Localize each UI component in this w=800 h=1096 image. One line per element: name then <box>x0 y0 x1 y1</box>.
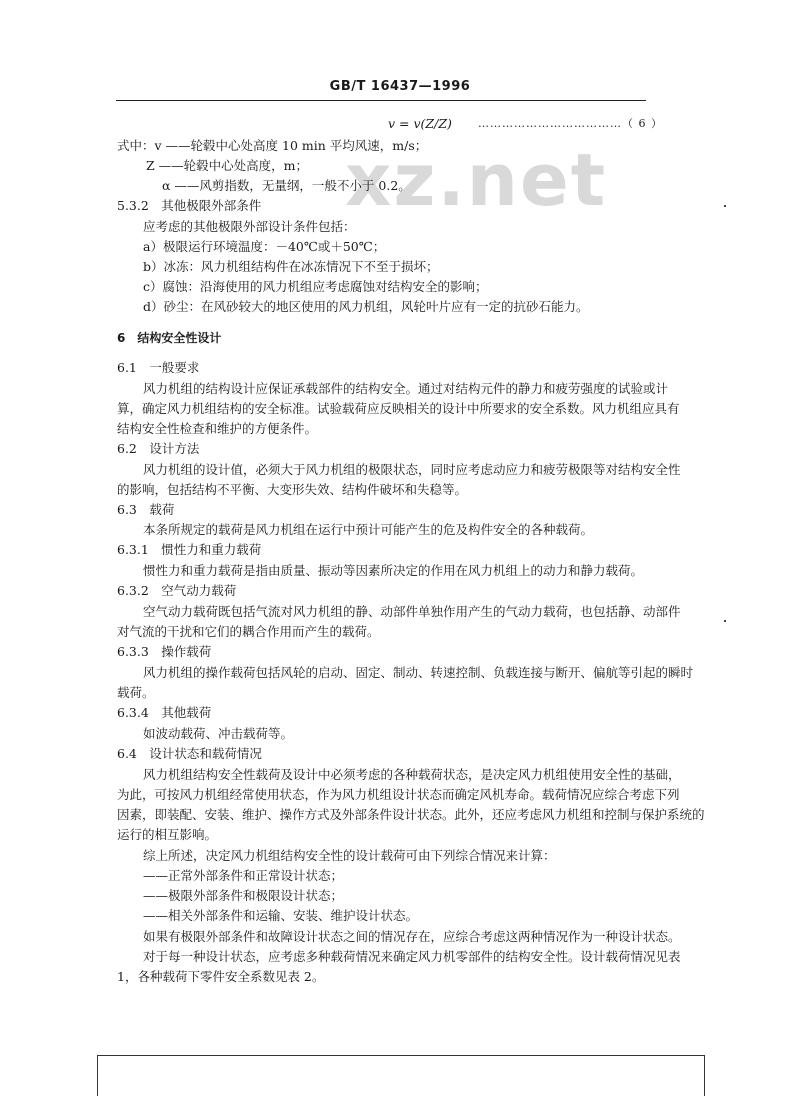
text-line: 如波动载荷、冲击载荷等。 <box>143 726 294 741</box>
text-line: ——正常外部条件和正常设计状态； <box>143 868 344 883</box>
text-line: 对气流的干扰和它们的耦合作用而产生的载荷。 <box>117 624 380 639</box>
scan-speck <box>724 620 726 622</box>
text-line: 风力机组的结构设计应保证承载部件的结构安全。通过对结构元件的静力和疲劳强度的试验或计 <box>143 381 669 396</box>
text-line: 算，确定风力机组结构的安全标准。试验载荷应反映相关的设计中所要求的安全系数。风力机组应具有 <box>117 401 680 416</box>
text-line: 6.2 设计方法 <box>117 441 200 456</box>
text-line: a）极限运行环境温度：－40℃或＋50℃； <box>143 239 386 254</box>
text-line: ——极限外部条件和极限设计状态； <box>143 888 344 903</box>
text-line: 本条所规定的载荷是风力机组在运行中预计可能产生的危及构件安全的各种载荷。 <box>143 522 594 537</box>
text-line: 6.3 载荷 <box>117 502 175 517</box>
text-line: 1，各种载荷下零件安全系数见表 2。 <box>117 969 325 984</box>
text-line: 6.3.1 惯性力和重力载荷 <box>117 542 262 557</box>
text-line: 风力机组结构安全性载荷及设计中必须考虑的各种载荷状态，是决定风力机组使用安全性的基础， <box>143 767 681 782</box>
formula-number: ………………………………（ 6 ） <box>478 117 663 130</box>
text-line: 因素，即装配、安装、维护、操作方式及外部条件设计状态。此外，还应考虑风力机组和控制与保护系统的 <box>117 807 705 822</box>
text-line: α ——风剪指数，无量纲，一般不小于 0.2。 <box>162 178 411 193</box>
text-line: 风力机组的操作载荷包括风轮的启动、固定、制动、转速控制、负载连接与断开、偏航等引起的瞬时 <box>143 665 694 680</box>
text-line: 6.3.2 空气动力载荷 <box>117 583 237 598</box>
text-line: 为此，可按风力机组经常使用状态，作为风力机组设计状态而确定风机寿命。载荷情况应综合考虑下列 <box>117 787 680 802</box>
text-line: 如果有极限外部条件和故障设计状态之间的情况存在，应综合考虑这两种情况作为一种设计状态。 <box>143 929 681 944</box>
section-heading: 6 结构安全性设计 <box>117 331 222 345</box>
watermark: xz.net <box>345 138 608 222</box>
text-line: 6.4 设计状态和载荷情况 <box>117 746 262 761</box>
bottom-frame <box>97 1055 705 1096</box>
text-line: 空气动力载荷既包括气流对风力机组的静、动部件单独作用产生的气动力载荷，也包括静、动部件 <box>143 604 681 619</box>
text-line: 载荷。 <box>117 685 155 700</box>
text-line: b）冰冻：风力机组结构件在冰冻情况下不至于损坏； <box>143 259 439 274</box>
text-line: 6.3.3 操作载荷 <box>117 644 212 659</box>
header-divider <box>116 100 646 101</box>
text-line: Z ——轮毂中心处高度，m； <box>146 158 309 173</box>
text-line: d）砂尘：在风砂较大的地区使用的风力机组，风轮叶片应有一定的抗砂石能力。 <box>143 299 589 314</box>
text-line: 式中：v ——轮毂中心处高度 10 min 平均风速，m/s； <box>117 138 428 153</box>
standard-code: GB/T 16437—1996 <box>329 79 471 94</box>
text-line: ——相关外部条件和运输、安装、维护设计状态。 <box>143 908 419 923</box>
scan-speck <box>724 205 726 207</box>
text-line: 5.3.2 其他极限外部条件 <box>117 198 262 213</box>
text-line: 结构安全性检查和维护的方便条件。 <box>117 421 318 436</box>
text-line: 6.1 一般要求 <box>117 360 200 375</box>
text-line: 的影响，包括结构不平衡、大变形失效、结构件破坏和失稳等。 <box>117 482 468 497</box>
formula-expression: v = v(Z/Z) <box>388 116 452 131</box>
text-line: 综上所述，决定风力机组结构安全性的设计载荷可由下列综合情况来计算： <box>143 848 556 863</box>
text-line: 运行的相互影响。 <box>117 827 218 842</box>
text-line: 风力机组的设计值，必须大于风力机组的极限状态，同时应考虑动应力和疲劳极限等对结构安全性 <box>143 462 681 477</box>
text-line: c）腐蚀：沿海使用的风力机组应考虑腐蚀对结构安全的影响； <box>143 279 488 294</box>
text-line: 惯性力和重力载荷是指由质量、振动等因素所决定的作用在风力机组上的动力和静力载荷。 <box>143 563 644 578</box>
text-line: 6.3.4 其他载荷 <box>117 705 212 720</box>
text-line: 应考虑的其他极限外部设计条件包括： <box>143 219 356 234</box>
text-line: 对于每一种设计状态，应考虑多种载荷情况来确定风力机零部件的结构安全性。设计载荷情况见表 <box>143 949 681 964</box>
